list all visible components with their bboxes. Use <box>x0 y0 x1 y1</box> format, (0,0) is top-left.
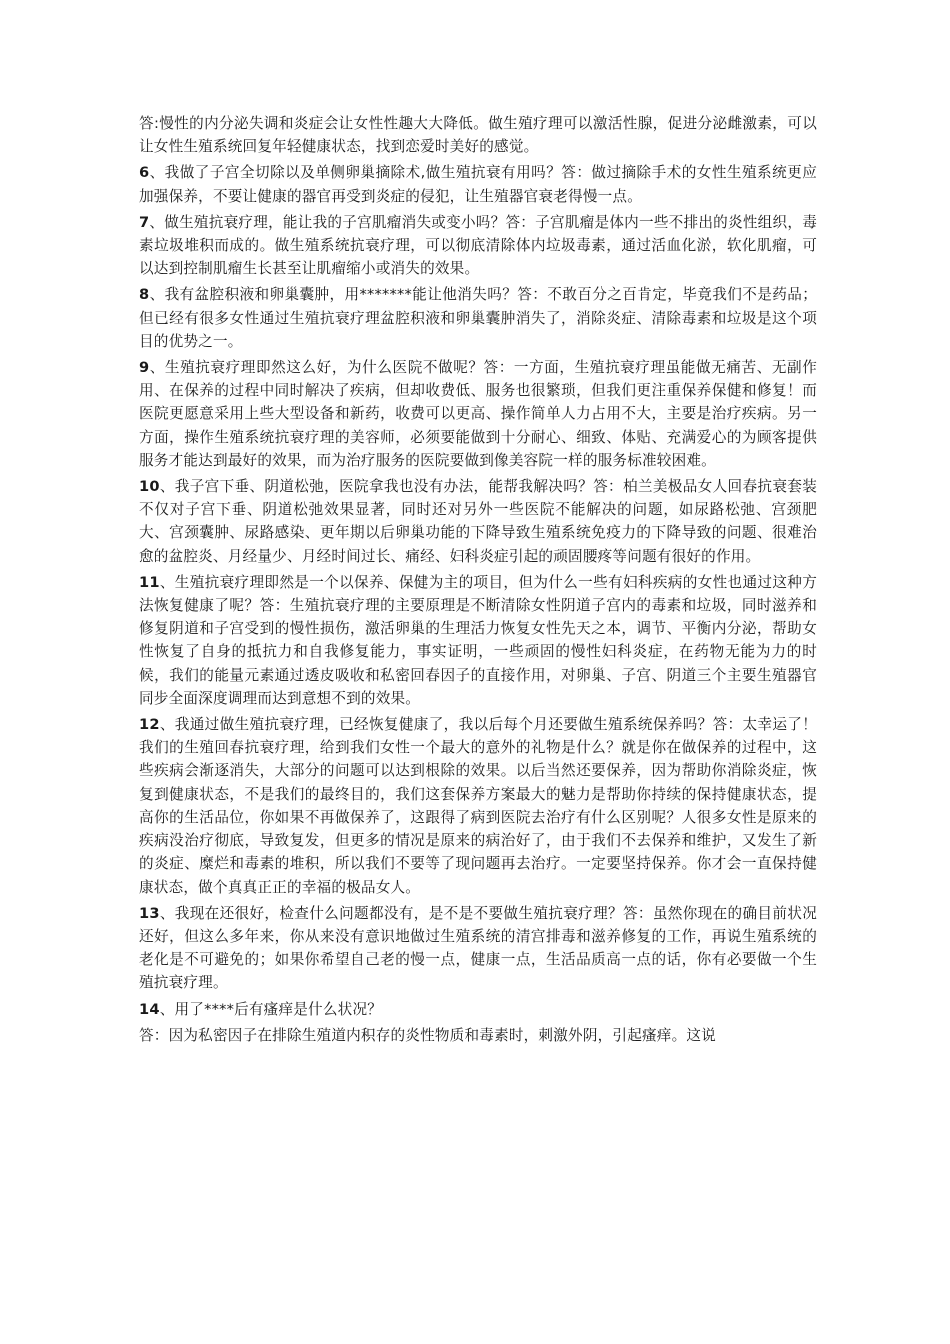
question-number: 12 <box>139 716 160 734</box>
paragraph-question-8 <box>139 283 817 353</box>
paragraph-text: 、我做了子宫全切除以及单侧卵巢摘除术,做生殖抗衰有用吗？答：做过摘除手术的女性生殖系统更应加强保养，不要让健康的器官再受到炎症的侵犯，让生殖器官衰老得慢一点。 <box>139 164 817 205</box>
question-number: 6 <box>139 164 150 182</box>
paragraph-text: 答：因为私密因子在排除生殖道内积存的炎性物质和毒素时，刺激外阴，引起瘙痒。这说 <box>139 1026 716 1044</box>
paragraph-answer-14 <box>139 1024 817 1047</box>
paragraph-question-10 <box>139 475 817 568</box>
question-number: 8 <box>139 286 150 304</box>
question-number: 7 <box>139 213 150 231</box>
paragraph-text: 、生殖抗衰疗理即然这么好，为什么医院不做呢？答：一方面，生殖抗衰疗理虽能做无痛苦、无副作用、在保养的过程中同时解决了疾病，但却收费低、服务也很繁琐，但我们更注重保养保健和修复！而医院更愿意采用上些大型设备和新药，收费可以更高、操作简单人力占用不大，主要是治疗疾病。另一方面，操作生殖系统抗衰疗理的美容师，必须要能做到十分耐心、细致、体贴、充满爱心的为顾客提供服务才能达到最好的效果，而为治疗服务的医院要做到像美容院一样的服务标准较困难。 <box>139 359 817 469</box>
paragraph-text: 、生殖抗衰疗理即然是一个以保养、保健为主的项目，但为什么一些有妇科疾病的女性也通过这种方法恢复健康了呢？答：生殖抗衰疗理的主要原理是不断清除女性阴道子宫内的毒素和垃圾，同时滋养和修复阴道和子宫受到的慢性损伤，激活卵巢的生理活力恢复女性先天之本，调节、平衡内分泌，帮助女性恢复了自身的抵抗力和自我修复能力，事实证明，一些顽固的慢性妇科炎症，在药物无能为力的时候，我们的能量元素通过透皮吸收和私密回春因子的直接作用，对卵巢、子宫、阴道三个主要生殖器官同步全面深度调理而达到意想不到的效果。 <box>139 573 817 707</box>
paragraph-text: 、用了****后有瘙痒是什么状况？ <box>159 1000 383 1018</box>
paragraph-question-11 <box>139 571 817 710</box>
paragraph-text: 、我现在还很好，检查什么问题都没有，是不是不要做生殖抗衰疗理？答：虽然你现在的确目前状况还好，但这么多年来，你从来没有意识地做过生殖系统的清宫排毒和滋养修复的工作，再说生殖系统的老化是不可避免的；如果你希望自己老的慢一点，健康一点，生活品质高一点的话，你有必要做一个生殖抗衰疗理。 <box>139 904 817 992</box>
paragraph-text: 、我有盆腔积液和卵巢囊肿，用*******能让他消失吗？答：不敢百分之百肯定，毕竟我们不是药品；但已经有很多女性通过生殖抗衰疗理盆腔积液和卵巢囊肿消失了，消除炎症、清除毒素和垃圾是这个项目的优势之一。 <box>139 286 817 350</box>
paragraph-text: 、做生殖抗衰疗理，能让我的子宫肌瘤消失或变小吗？答：子宫肌瘤是体内一些不排出的炎性组织，毒素垃圾堆积而成的。做生殖系统抗衰疗理，可以彻底清除体内垃圾毒素，通过活血化淤，软化肌瘤，可以达到控制肌瘤生长甚至让肌瘤缩小或消失的效果。 <box>139 213 817 278</box>
paragraph-question-12 <box>139 713 817 899</box>
paragraph-text: 、我子宫下垂、阴道松弛，医院拿我也没有办法，能帮我解决吗？答：柏兰美极品女人回春抗衰套装不仅对子宫下垂、阴道松弛效果显著，同时还对另外一些医院不能解决的问题，如尿路松弛、宫颈肥大、宫颈囊肿、尿路感染、更年期以后卵巢功能的下降导致生殖系统免疫力的下降导致的问题、很难治愈的盆腔炎、月经量少、月经时间过长、痛经、妇科炎症引起的顽固腰疼等问题有很好的作用。 <box>139 478 817 565</box>
paragraph-question-13 <box>139 902 817 995</box>
question-number: 10 <box>139 478 160 496</box>
paragraph-question-14 <box>139 998 817 1021</box>
paragraph-question-7 <box>139 211 817 281</box>
paragraph-question-6 <box>139 161 817 207</box>
paragraph-text: 、我通过做生殖抗衰疗理，已经恢复健康了，我以后每个月还要做生殖系统保养吗？答：太幸运了！我们的生殖回春抗衰疗理，给到我们女性一个最大的意外的礼物是什么？就是你在做保养的过程中，这些疾病会渐逐消失，大部分的问题可以达到根除的效果。以后当然还要保养，因为帮助你消除炎症，恢复到健康状态，不是我们的最终目的，我们这套保养方案最大的魅力是帮助你持续的保持健康状态，提高你的生活品位，你如果不再做保养了，这跟得了病到医院去治疗有什么区别呢？人很多女性是原来的疾病没治疗彻底，导致复发，但更多的情况是原来的病治好了，由于我们不去保养和维护，又发生了新的炎症、糜烂和毒素的堆积，所以我们不要等了现问题再去治疗。一定要坚持保养。你才会一直保持健康状态，做个真真正正的幸福的极品女人。 <box>139 716 817 896</box>
paragraph-text: 答:慢性的内分泌失调和炎症会让女性性趣大大降低。做生殖疗理可以激活性腺，促进分泌雌激素，可以让女性生殖系统回复年轻健康状态，找到恋爱时美好的感觉。 <box>139 115 817 156</box>
document-body <box>139 112 817 1050</box>
question-number: 13 <box>139 904 160 922</box>
question-number: 11 <box>139 573 160 591</box>
paragraph-question-9 <box>139 356 817 472</box>
question-number: 9 <box>139 359 150 377</box>
question-number: 14 <box>139 1000 160 1018</box>
paragraph-answer-5 <box>139 112 817 158</box>
